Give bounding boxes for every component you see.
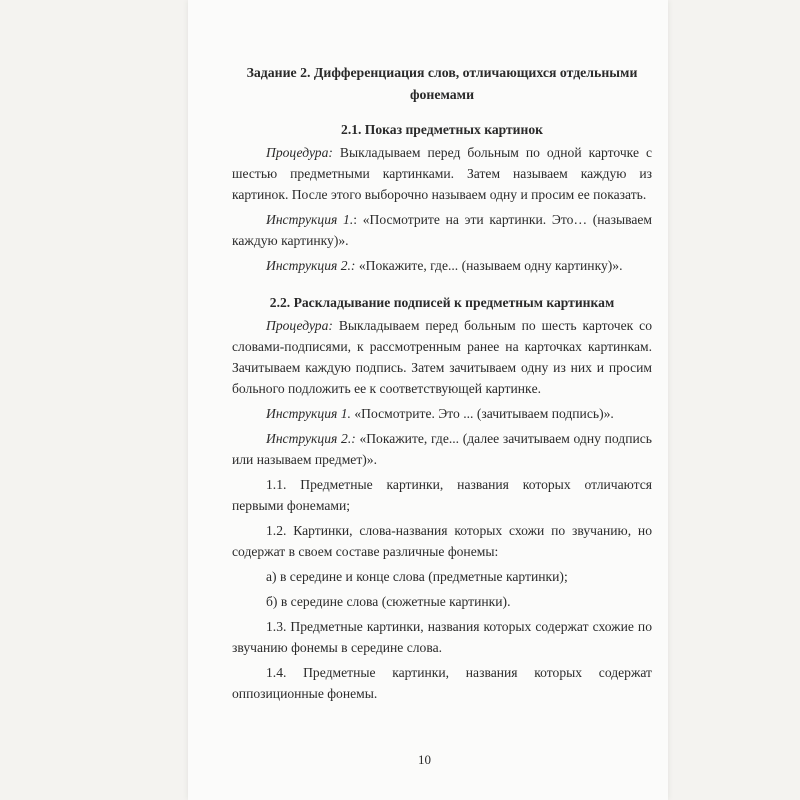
section-2-2-instruction-2: [232, 428, 652, 470]
section-2-1-heading: 2.1. Показ предметных картинок: [341, 122, 543, 137]
page-number: 10: [418, 752, 431, 767]
instruction-2-label: Инструкция 2.:: [266, 258, 356, 273]
list-item: 1.1. Предметные картинки, названия которых отличаются первыми фонемами;: [232, 477, 652, 513]
instruction-2-label: Инструкция 2.:: [266, 431, 356, 446]
instruction-1-label: Инструкция 1.: [266, 212, 354, 227]
task-title: Задание 2. Дифференциация слов, отличающихся отдельными фонемами: [246, 65, 638, 102]
section-2-2-heading: 2.2. Раскладывание подписей к предметным картинкам: [269, 295, 615, 310]
procedure-label: Процедура:: [266, 318, 333, 333]
list-item: 1.2. Картинки, слова-названия которых схожи по звучанию, но содержат в своем составе различные фонемы:: [232, 523, 652, 559]
instruction-2-text: «Покажите, где... (далее зачитываем одну подпись или называем предмет)».: [232, 431, 652, 467]
section-2-1-procedure: [232, 142, 652, 205]
list-item: б) в середине слова (сюжетные картинки).: [266, 594, 511, 609]
list-item: 1.4. Предметные картинки, названия которых содержат оппозиционные фонемы.: [232, 665, 652, 701]
instruction-1-text: : «Посмотрите на эти картинки. Это… (называем каждую картинку)».: [232, 212, 652, 248]
section-2-1-instruction-1: [232, 209, 652, 251]
section-2-2-procedure: [232, 315, 652, 399]
list-item: 1.3. Предметные картинки, названия которых содержат схожие по звучанию фонемы в середине слова.: [232, 619, 652, 655]
document-body: [232, 62, 652, 704]
instruction-1-label: Инструкция 1.: [266, 406, 351, 421]
instruction-2-text: «Покажите, где... (называем одну картинку)».: [355, 258, 623, 273]
procedure-text: Выкладываем перед больным по шесть карточек со словами-подписями, к рассмотренным ранее на карточках картинкам. Зачитываем каждую подпись. Затем зачитываем одну из них и просим больного подложить ее к соответствующей картинкe.: [232, 318, 652, 396]
instruction-1-text: «Посмотрите. Это ... (зачитываем подпись)».: [350, 406, 614, 421]
section-2-1-instruction-2: [232, 255, 652, 276]
procedure-text: Выкладываем перед больным по одной карточке с шестью предметными картинками. Затем называем каждую из картинок. После этого выборочно называем одну и просим ее показать.: [232, 145, 652, 202]
list-item: а) в середине и конце слова (предметные картинки);: [266, 569, 568, 584]
procedure-label: Процедура:: [266, 145, 333, 160]
section-2-2-instruction-1: [232, 403, 652, 424]
